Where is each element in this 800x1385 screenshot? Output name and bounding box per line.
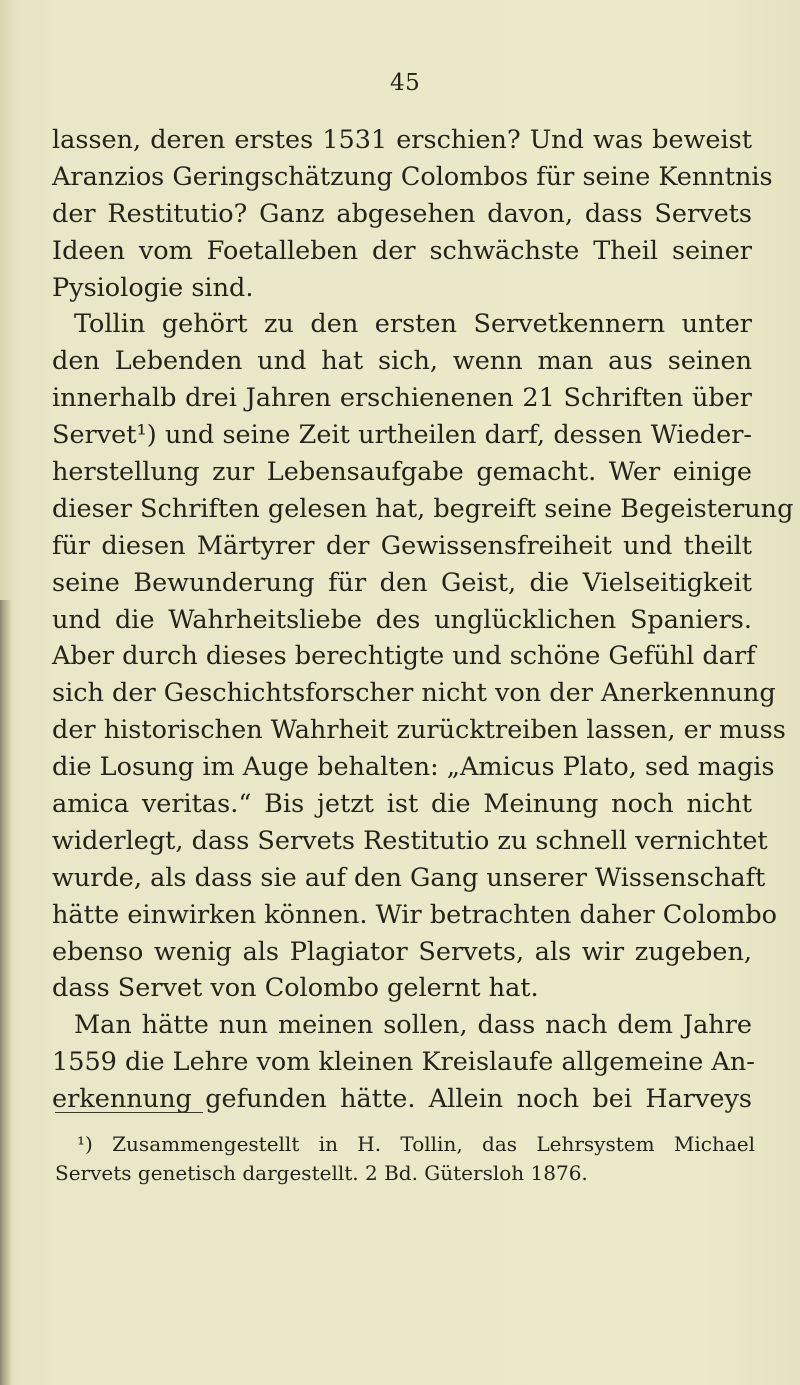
- footnote-rule: [55, 1112, 203, 1113]
- text-line: 1559 die Lehre vom kleinen Kreislaufe allgemeine An-: [52, 1047, 755, 1078]
- text-line: dass Servet von Colombo gelernt hat.: [52, 973, 539, 1004]
- text-line: innerhalb drei Jahren erschienenen 21 Schriften über: [52, 383, 752, 414]
- text-line: die Losung im Auge behalten: „Amicus Plato, sed magis: [52, 752, 775, 783]
- text-line: amica veritas.“ Bis jetzt ist die Meinung noch nicht: [52, 789, 752, 820]
- text-line: Man hätte nun meinen sollen, dass nach dem Jahre: [74, 1010, 752, 1041]
- page-spine-shadow: [0, 600, 12, 1385]
- text-line: widerlegt, dass Servets Restitutio zu schnell vernichtet: [52, 825, 768, 856]
- footnote-line: ¹) Zusammengestellt in H. Tollin, das Lehrsystem Michael: [77, 1132, 755, 1156]
- text-line: Tollin gehört zu den ersten Servetkennern unter: [74, 309, 752, 340]
- text-line: Pysiologie sind.: [52, 272, 254, 303]
- text-line: sich der Geschichtsforscher nicht von der Anerkennung: [52, 678, 776, 709]
- text-line: lassen, deren erstes 1531 erschien? Und was beweist: [52, 125, 752, 155]
- text-line: Ideen vom Foetalleben der schwächste Theil seiner: [52, 235, 752, 266]
- footnote-line: Servets genetisch dargestellt. 2 Bd. Gütersloh 1876.: [55, 1161, 588, 1185]
- text-line: seine Bewunderung für den Geist, die Vielseitigkeit: [52, 567, 752, 598]
- footnote: [55, 1130, 755, 1188]
- text-line: Aranzios Geringschätzung Colombos für seine Kenntnis: [52, 161, 773, 192]
- body-text: [52, 122, 794, 1118]
- text-line: für diesen Märtyrer der Gewissensfreiheit und theilt: [52, 530, 752, 561]
- text-line: herstellung zur Lebensaufgabe gemacht. Wer einige: [52, 457, 752, 488]
- text-line: wurde, als dass sie auf den Gang unserer Wissenschaft: [52, 862, 766, 893]
- text-line: den Lebenden und hat sich, wenn man aus seinen: [52, 346, 752, 377]
- text-line: der historischen Wahrheit zurücktreiben lassen, er muss: [52, 715, 786, 746]
- text-line: dieser Schriften gelesen hat, begreift seine Begeisterung: [52, 493, 794, 524]
- text-line: und die Wahrheitsliebe des unglücklichen Spaniers.: [52, 604, 752, 635]
- page-number: 45: [390, 70, 421, 96]
- text-line: ebenso wenig als Plagiator Servets, als wir zugeben,: [52, 936, 752, 967]
- text-line: hätte einwirken können. Wir betrachten daher Colombo: [52, 899, 778, 930]
- text-line: erkennung gefunden hätte. Allein noch bei Harveys: [52, 1084, 752, 1115]
- text-line: Servet¹) und seine Zeit urtheilen darf, dessen Wieder-: [52, 420, 752, 451]
- text-line: der Restitutio? Ganz abgesehen davon, dass Servets: [52, 198, 752, 229]
- text-line: Aber durch dieses berechtigte und schöne Gefühl darf: [52, 641, 756, 672]
